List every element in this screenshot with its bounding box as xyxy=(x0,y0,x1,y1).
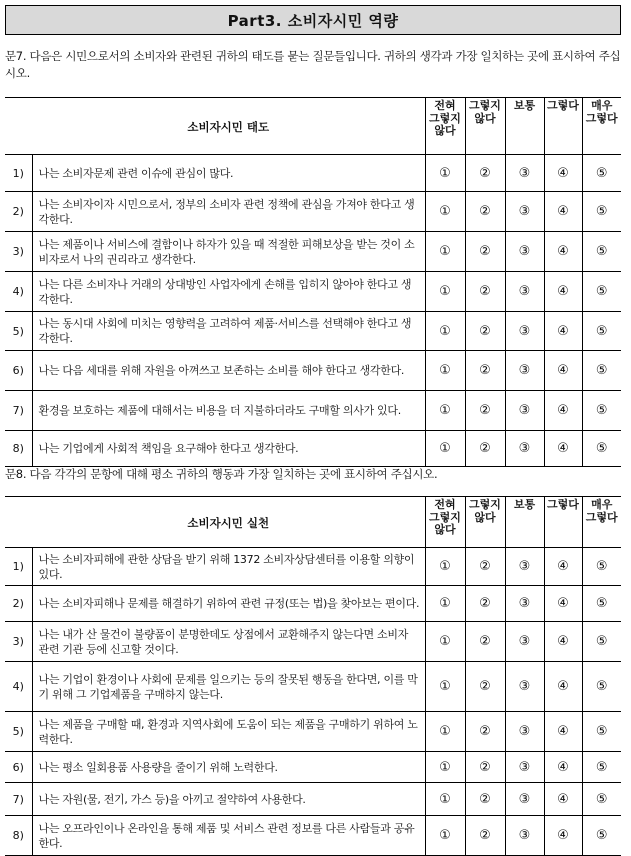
answer-option-5[interactable]: ⑤ xyxy=(582,312,621,351)
answer-option-1[interactable]: ① xyxy=(425,752,465,783)
item-statement: 나는 평소 일회용품 사용량을 줄이기 위해 노력한다. xyxy=(32,752,425,783)
table-row xyxy=(5,752,621,783)
answer-option-3[interactable]: ③ xyxy=(505,586,544,622)
answer-option-5[interactable]: ⑤ xyxy=(582,155,621,192)
answer-option-2[interactable]: ② xyxy=(465,272,505,312)
answer-option-3[interactable]: ③ xyxy=(505,272,544,312)
scale-header-disagree: 그렇지 않다 xyxy=(465,98,505,155)
item-statement: 나는 자원(물, 전기, 가스 등)을 아끼고 절약하여 사용한다. xyxy=(32,783,425,816)
answer-option-3[interactable]: ③ xyxy=(505,548,544,586)
answer-option-4[interactable]: ④ xyxy=(544,548,582,586)
scale-header-disagree: 그렇지 않다 xyxy=(465,497,505,548)
answer-option-5[interactable]: ⑤ xyxy=(582,192,621,232)
answer-option-2[interactable]: ② xyxy=(465,816,505,856)
item-number: 8) xyxy=(5,816,32,856)
answer-option-3[interactable]: ③ xyxy=(505,232,544,272)
answer-option-5[interactable]: ⑤ xyxy=(582,622,621,662)
table-row xyxy=(5,586,621,622)
scale-header-strongly-disagree: 전혀 그렇지 않다 xyxy=(425,497,465,548)
item-statement: 나는 동시대 사회에 미치는 영향력을 고려하여 제품·서비스를 선택해야 한다고 생각한다. xyxy=(32,312,425,351)
item-number: 2) xyxy=(5,192,32,232)
answer-option-1[interactable]: ① xyxy=(425,312,465,351)
scale-header-neutral: 보통 xyxy=(505,497,544,548)
table-row xyxy=(5,391,621,431)
table-row xyxy=(5,783,621,816)
item-statement: 나는 제품을 구매할 때, 환경과 지역사회에 도움이 되는 제품을 구매하기 위하여 노력한다. xyxy=(32,712,425,752)
answer-option-5[interactable]: ⑤ xyxy=(582,712,621,752)
answer-option-5[interactable]: ⑤ xyxy=(582,391,621,431)
item-number: 6) xyxy=(5,351,32,391)
answer-option-5[interactable]: ⑤ xyxy=(582,816,621,856)
table-row xyxy=(5,312,621,351)
answer-option-1[interactable]: ① xyxy=(425,816,465,856)
answer-option-1[interactable]: ① xyxy=(425,155,465,192)
table-row xyxy=(5,351,621,391)
answer-option-2[interactable]: ② xyxy=(465,548,505,586)
answer-option-2[interactable]: ② xyxy=(465,232,505,272)
item-statement: 환경을 보호하는 제품에 대해서는 비용을 더 지불하더라도 구매할 의사가 있다. xyxy=(32,391,425,431)
item-statement: 나는 소비자피해나 문제를 해결하기 위하여 관련 규정(또는 법)을 찾아보는 편이다. xyxy=(32,586,425,622)
answer-option-1[interactable]: ① xyxy=(425,192,465,232)
table-row xyxy=(5,548,621,586)
answer-option-1[interactable]: ① xyxy=(425,431,465,467)
scale-header-strongly-agree: 매우 그렇다 xyxy=(582,497,621,548)
scale-header-agree: 그렇다 xyxy=(544,98,582,155)
table-corner xyxy=(5,98,32,155)
answer-option-3[interactable]: ③ xyxy=(505,155,544,192)
answer-option-3[interactable]: ③ xyxy=(505,192,544,232)
item-number: 1) xyxy=(5,155,32,192)
answer-option-1[interactable]: ① xyxy=(425,586,465,622)
answer-option-2[interactable]: ② xyxy=(465,192,505,232)
answer-option-3[interactable]: ③ xyxy=(505,662,544,712)
item-number: 7) xyxy=(5,391,32,431)
item-number: 3) xyxy=(5,622,32,662)
item-number: 6) xyxy=(5,752,32,783)
table-row xyxy=(5,712,621,752)
answer-option-1[interactable]: ① xyxy=(425,622,465,662)
answer-option-5[interactable]: ⑤ xyxy=(582,351,621,391)
answer-option-1[interactable]: ① xyxy=(425,548,465,586)
answer-option-4[interactable]: ④ xyxy=(544,192,582,232)
question-8-text: 문8. 다음 각각의 문항에 대해 평소 귀하의 행동과 가장 일치하는 곳에 표시하여 주십시오. xyxy=(5,467,438,481)
answer-option-2[interactable]: ② xyxy=(465,622,505,662)
answer-option-4[interactable]: ④ xyxy=(544,622,582,662)
item-number: 4) xyxy=(5,272,32,312)
answer-option-3[interactable]: ③ xyxy=(505,816,544,856)
item-number: 4) xyxy=(5,662,32,712)
answer-option-2[interactable]: ② xyxy=(465,752,505,783)
answer-option-2[interactable]: ② xyxy=(465,312,505,351)
answer-option-4[interactable]: ④ xyxy=(544,712,582,752)
answer-option-1[interactable]: ① xyxy=(425,232,465,272)
answer-option-1[interactable]: ① xyxy=(425,351,465,391)
survey-table-q7 xyxy=(5,97,621,467)
item-number: 5) xyxy=(5,712,32,752)
scale-header-agree: 그렇다 xyxy=(544,497,582,548)
item-number: 3) xyxy=(5,232,32,272)
item-statement: 나는 소비자문제 관련 이슈에 관심이 많다. xyxy=(32,155,425,192)
answer-option-1[interactable]: ① xyxy=(425,391,465,431)
answer-option-5[interactable]: ⑤ xyxy=(582,783,621,816)
column-header-practice: 소비자시민 실천 xyxy=(32,497,425,548)
answer-option-4[interactable]: ④ xyxy=(544,431,582,467)
answer-option-2[interactable]: ② xyxy=(465,391,505,431)
item-statement: 나는 다음 세대를 위해 자원을 아껴쓰고 보존하는 소비를 해야 한다고 생각한다. xyxy=(32,351,425,391)
item-number: 8) xyxy=(5,431,32,467)
item-number: 5) xyxy=(5,312,32,351)
answer-option-3[interactable]: ③ xyxy=(505,622,544,662)
table-row xyxy=(5,816,621,856)
table-row xyxy=(5,192,621,232)
answer-option-1[interactable]: ① xyxy=(425,662,465,712)
table-row xyxy=(5,232,621,272)
table-row xyxy=(5,662,621,712)
answer-option-5[interactable]: ⑤ xyxy=(582,548,621,586)
scale-header-neutral: 보통 xyxy=(505,98,544,155)
table-row xyxy=(5,622,621,662)
answer-option-1[interactable]: ① xyxy=(425,712,465,752)
table-row xyxy=(5,431,621,467)
answer-option-5[interactable]: ⑤ xyxy=(582,752,621,783)
scale-header-strongly-agree: 매우 그렇다 xyxy=(582,98,621,155)
table-row xyxy=(5,155,621,192)
survey-table-q8 xyxy=(5,496,621,856)
table-row xyxy=(5,272,621,312)
answer-option-4[interactable]: ④ xyxy=(544,155,582,192)
answer-option-4[interactable]: ④ xyxy=(544,351,582,391)
answer-option-3[interactable]: ③ xyxy=(505,712,544,752)
item-statement: 나는 오프라인이나 온라인을 통해 제품 및 서비스 관련 정보를 다른 사람들과 공유한다. xyxy=(32,816,425,856)
answer-option-4[interactable]: ④ xyxy=(544,816,582,856)
answer-option-5[interactable]: ⑤ xyxy=(582,232,621,272)
answer-option-1[interactable]: ① xyxy=(425,783,465,816)
answer-option-5[interactable]: ⑤ xyxy=(582,586,621,622)
answer-option-1[interactable]: ① xyxy=(425,272,465,312)
item-statement: 나는 다른 소비자나 거래의 상대방인 사업자에게 손해를 입히지 않아야 한다고 생각한다. xyxy=(32,272,425,312)
item-statement: 나는 소비자피해에 관한 상담을 받기 위해 1372 소비자상담센터를 이용할 의향이 있다. xyxy=(32,548,425,586)
answer-option-2[interactable]: ② xyxy=(465,155,505,192)
answer-option-4[interactable]: ④ xyxy=(544,662,582,712)
answer-option-2[interactable]: ② xyxy=(465,662,505,712)
answer-option-2[interactable]: ② xyxy=(465,351,505,391)
item-statement: 나는 소비자이자 시민으로서, 정부의 소비자 관련 정책에 관심을 가져야 한다고 생각한다. xyxy=(32,192,425,232)
answer-option-3[interactable]: ③ xyxy=(505,783,544,816)
answer-option-2[interactable]: ② xyxy=(465,431,505,467)
item-statement: 나는 내가 산 물건이 불량품이 분명한데도 상점에서 교환해주지 않는다면 소비자 관련 기관 등에 신고할 것이다. xyxy=(32,622,425,662)
answer-option-4[interactable]: ④ xyxy=(544,752,582,783)
question-7-text: 문7. 다음은 시민으로서의 소비자와 관련된 귀하의 태도를 묻는 질문들입니다. 귀하의 생각과 가장 일치하는 곳에 표시하여 주십시오. xyxy=(5,49,621,80)
answer-option-4[interactable]: ④ xyxy=(544,391,582,431)
page-title: Part3. 소비자시민 역량 xyxy=(5,5,621,35)
answer-option-2[interactable]: ② xyxy=(465,586,505,622)
column-header-attitude: 소비자시민 태도 xyxy=(32,98,425,155)
item-statement: 나는 제품이나 서비스에 결함이나 하자가 있을 때 적절한 피해보상을 받는 것이 소비자로서 나의 권리라고 생각한다. xyxy=(32,232,425,272)
answer-option-2[interactable]: ② xyxy=(465,783,505,816)
item-statement: 나는 기업에게 사회적 책임을 요구해야 한다고 생각한다. xyxy=(32,431,425,467)
answer-option-4[interactable]: ④ xyxy=(544,232,582,272)
scale-header-strongly-disagree: 전혀 그렇지 않다 xyxy=(425,98,465,155)
item-number: 2) xyxy=(5,586,32,622)
answer-option-3[interactable]: ③ xyxy=(505,752,544,783)
answer-option-3[interactable]: ③ xyxy=(505,351,544,391)
item-number: 1) xyxy=(5,548,32,586)
answer-option-2[interactable]: ② xyxy=(465,712,505,752)
table-corner xyxy=(5,497,32,548)
answer-option-4[interactable]: ④ xyxy=(544,783,582,816)
answer-option-3[interactable]: ③ xyxy=(505,391,544,431)
answer-option-5[interactable]: ⑤ xyxy=(582,272,621,312)
answer-option-3[interactable]: ③ xyxy=(505,431,544,467)
answer-option-4[interactable]: ④ xyxy=(544,312,582,351)
answer-option-4[interactable]: ④ xyxy=(544,272,582,312)
item-statement: 나는 기업이 환경이나 사회에 문제를 일으키는 등의 잘못된 행동을 한다면, 이를 막기 위해 그 기업제품을 구매하지 않는다. xyxy=(32,662,425,712)
item-number: 7) xyxy=(5,783,32,816)
answer-option-5[interactable]: ⑤ xyxy=(582,662,621,712)
answer-option-5[interactable]: ⑤ xyxy=(582,431,621,467)
answer-option-4[interactable]: ④ xyxy=(544,586,582,622)
answer-option-3[interactable]: ③ xyxy=(505,312,544,351)
